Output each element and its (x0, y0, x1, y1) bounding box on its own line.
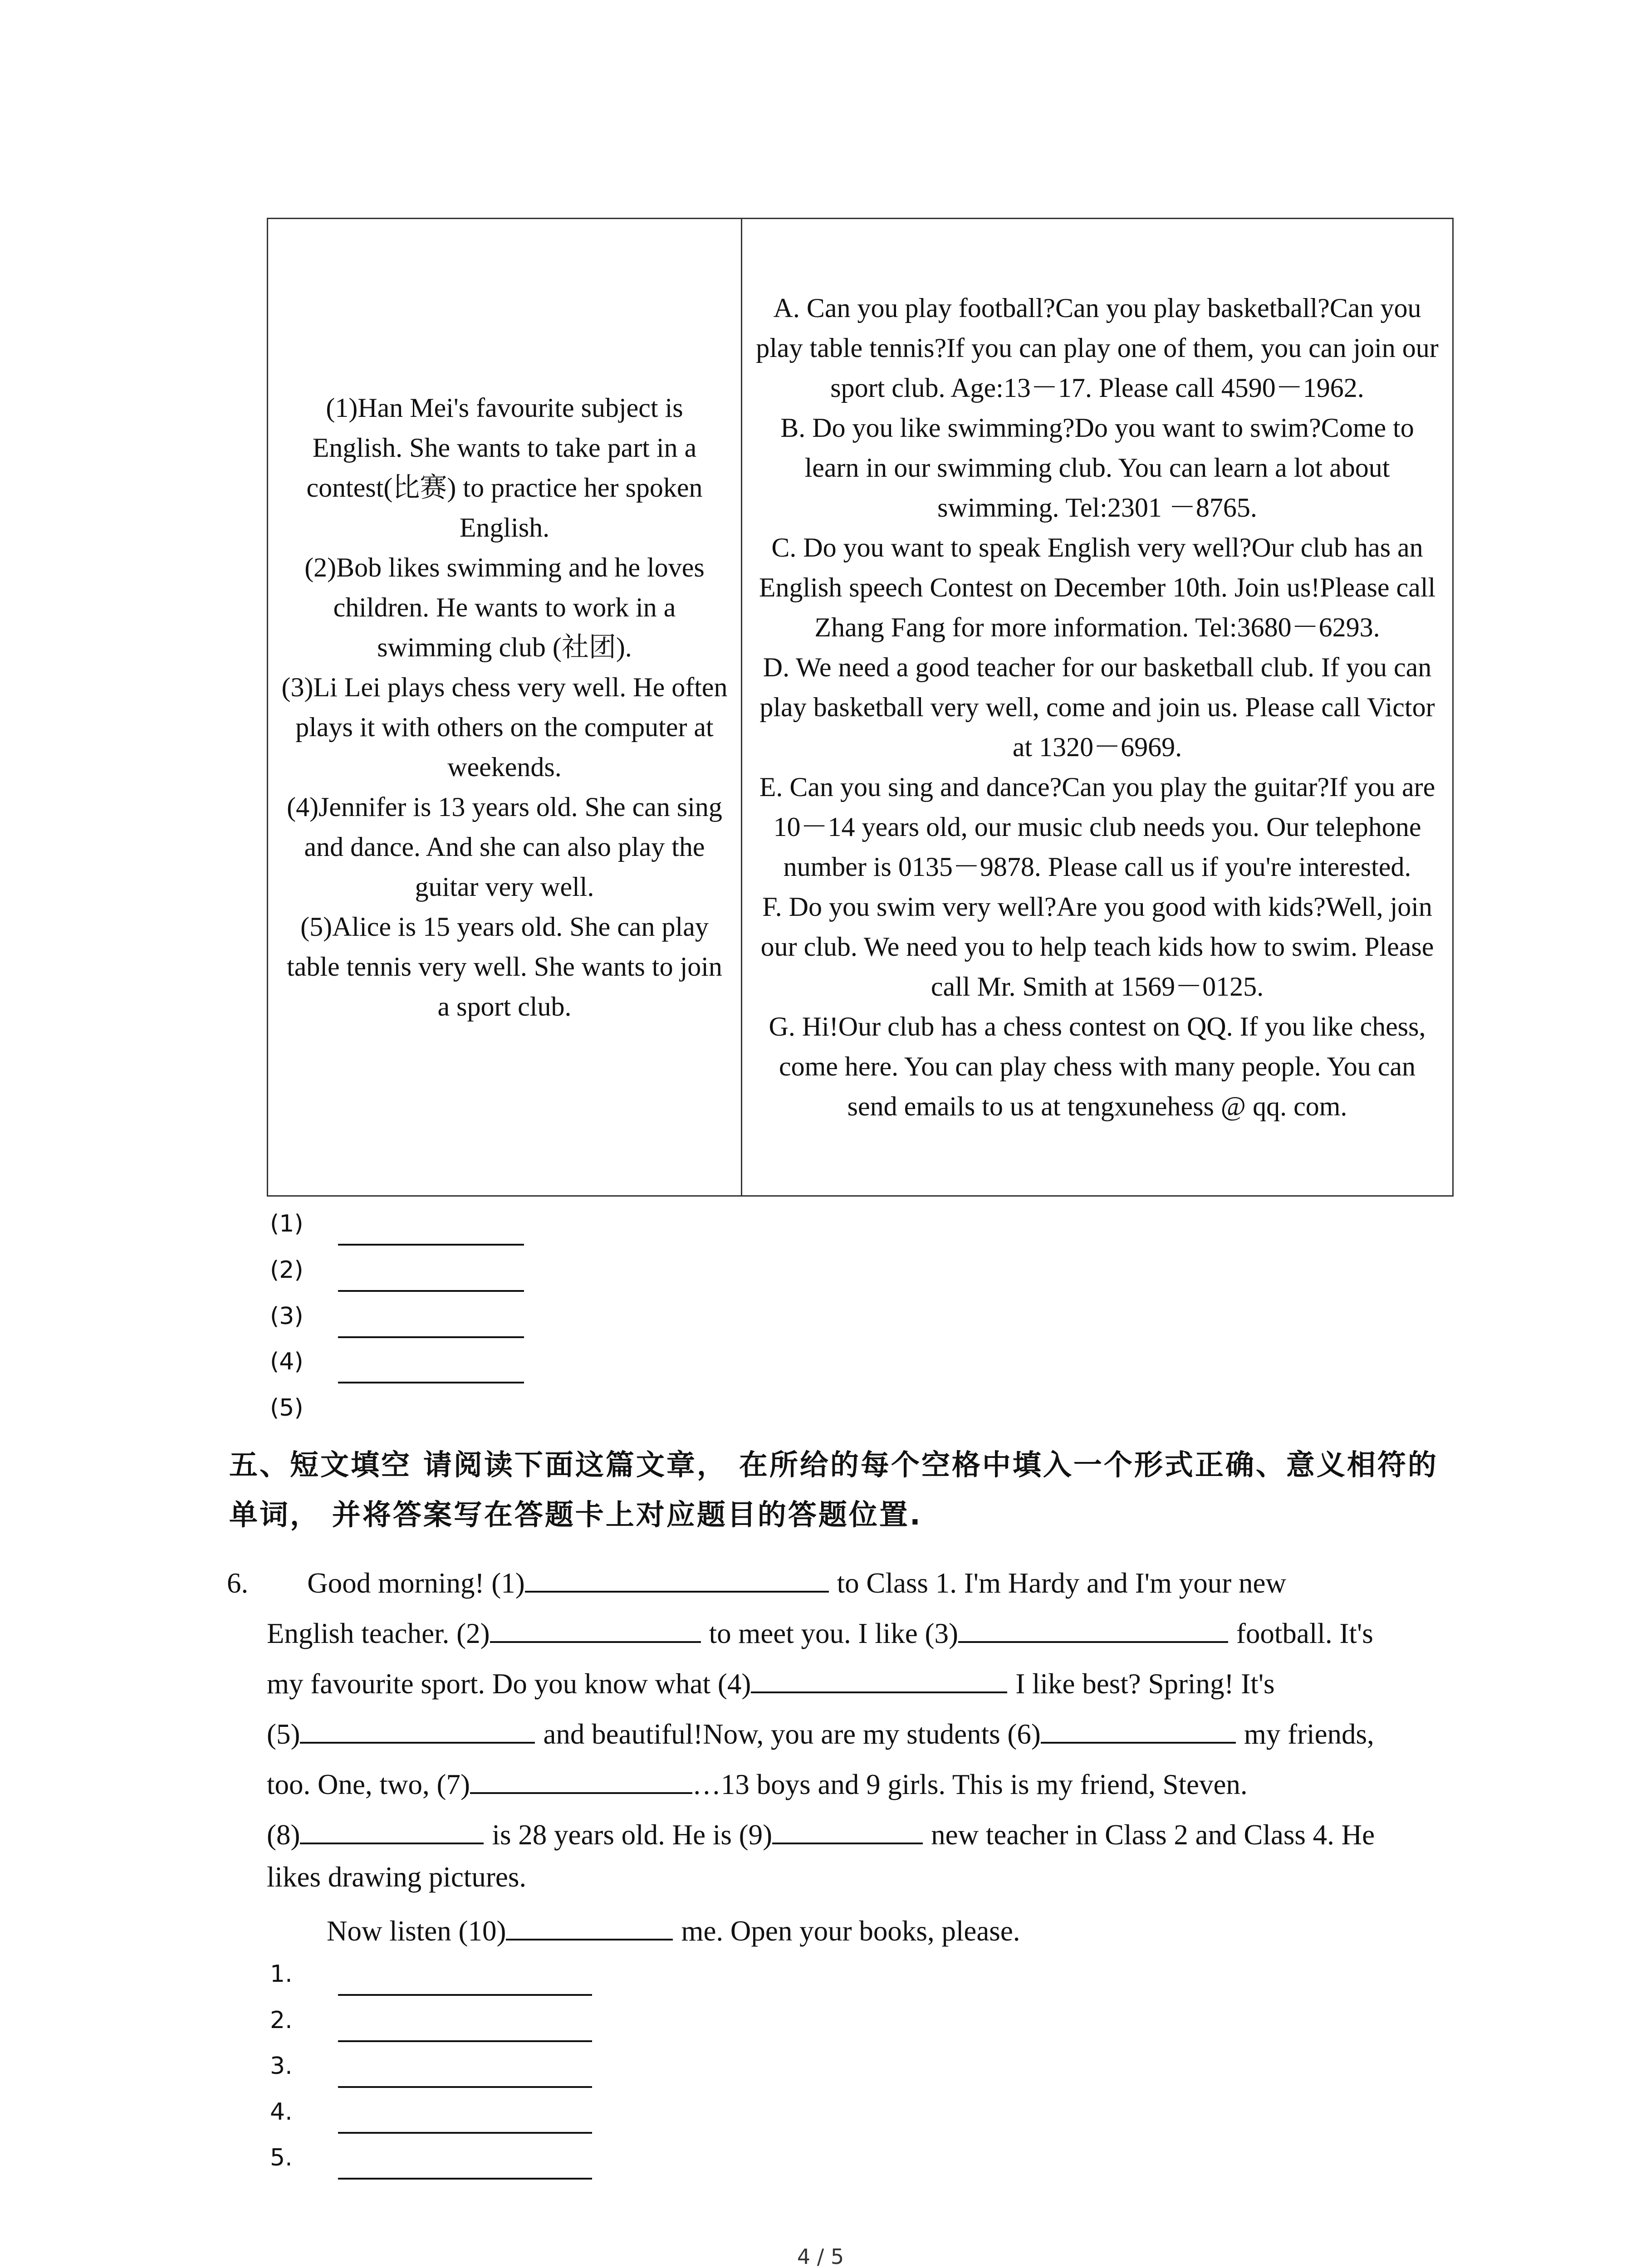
person-description: (4)Jennifer is 13 years old. She can sing and dance. And she can also play the guitar very well. (287, 792, 722, 902)
answer-label: 3. (270, 2053, 293, 2080)
passage-line-6 (267, 1814, 1375, 1852)
answer-label: (2) (270, 1256, 304, 1284)
answer-blank[interactable] (338, 2040, 592, 2042)
passage-line-3 (267, 1663, 1275, 1701)
passage-text: (8) (267, 1819, 300, 1851)
passage-line-1 (227, 1563, 1286, 1600)
club-ad: C. Do you want to speak English very well?Our club has an English speech Contest on December 10th. Join us!Please call Zhang Fang for more information. Tel:3680－6293. (759, 533, 1436, 642)
passage-text: (5) (267, 1718, 300, 1750)
club-ad: B. Do you like swimming?Do you want to swim?Come to learn in our swimming club. You can learn a lot about swimming. Tel:2301 －8765. (780, 413, 1414, 523)
answer-label: (1) (270, 1210, 304, 1237)
passage-text: football. It's (1236, 1618, 1373, 1649)
passage-text: English teacher. (2) (267, 1618, 490, 1649)
passage-text: and beautiful!Now, you are my students (6) (543, 1718, 1041, 1750)
passage-text: Good morning! (1) (307, 1567, 525, 1599)
answer-label: (3) (270, 1303, 304, 1330)
people-column (268, 219, 742, 1195)
passage-text: to meet you. I like (3) (709, 1618, 958, 1649)
passage-text: me. Open your books, please. (681, 1915, 1020, 1947)
passage-line-4 (267, 1714, 1374, 1751)
blank-5[interactable] (300, 1714, 535, 1744)
person-description: (5)Alice is 15 years old. She can play table tennis very well. She wants to join a sport club. (287, 912, 722, 1022)
passage-text: too. One, two, (7) (267, 1769, 470, 1800)
passage-line-7 (267, 1861, 526, 1894)
blank-1[interactable] (525, 1563, 829, 1593)
blank-2[interactable] (490, 1613, 701, 1643)
passage-text: likes drawing pictures. (267, 1861, 527, 1893)
passage-line-2 (267, 1613, 1373, 1650)
passage-line-8 (327, 1911, 1020, 1948)
answer-blank[interactable] (338, 2086, 592, 2088)
passage-text: new teacher in Class 2 and Class 4. He (931, 1819, 1375, 1851)
blank-7[interactable] (470, 1764, 692, 1794)
answer-label: 5. (270, 2144, 293, 2171)
answer-label: (4) (270, 1348, 304, 1375)
passage-text: Now listen (10) (327, 1915, 506, 1947)
question-number: 6. (227, 1567, 249, 1599)
passage-text: to Class 1. I'm Hardy and I'm your new (837, 1567, 1286, 1599)
answer-blank[interactable] (338, 1382, 524, 1383)
answer-label: (5) (270, 1394, 304, 1422)
page-number: 4 / 5 (797, 2244, 844, 2268)
person-description: (3)Li Lei plays chess very well. He often plays it with others on the computer at weekends. (281, 672, 728, 782)
answer-label: 4. (270, 2098, 293, 2126)
blank-10[interactable] (506, 1911, 673, 1941)
club-ad: D. We need a good teacher for our basketball club. If you can play basketball very well, come and join us. Please call Victor at 1320－6969. (759, 652, 1435, 762)
passage-line-5 (267, 1764, 1248, 1801)
answer-blank[interactable] (338, 2132, 592, 2134)
answer-label: 2. (270, 2007, 293, 2034)
passage-text: is 28 years old. He is (9) (492, 1819, 773, 1851)
blank-6[interactable] (1041, 1714, 1236, 1744)
passage-text: my friends, (1244, 1718, 1374, 1750)
answer-blank[interactable] (338, 1244, 524, 1246)
answer-blank[interactable] (338, 1336, 524, 1338)
answer-label: 1. (270, 1960, 293, 1988)
matching-table (267, 218, 1454, 1197)
club-ad: A. Can you play football?Can you play basketball?Can you play table tennis?If you can play one of them, you can join our sport club. Age:13－17. Please call 4590－1962. (756, 293, 1439, 403)
person-description: (1)Han Mei's favourite subject is English. She wants to take part in a contest(比赛) to practice her spoken English. (306, 393, 703, 543)
person-description: (2)Bob likes swimming and he loves children. He wants to work in a swimming club (社团). (304, 552, 705, 662)
passage-text: my favourite sport. Do you know what (4) (267, 1668, 751, 1700)
section-heading: 五、短文填空 请阅读下面这篇文章， 在所给的每个空格中填入一个形式正确、意义相符的单词， 并将答案写在答题卡上对应题目的答题位置. (229, 1448, 1438, 1531)
club-ad: E. Can you sing and dance?Can you play the guitar?If you are 10－14 years old, our music club needs you. Our telephone number is 0135－9878. Please call us if you're interested. (759, 772, 1435, 882)
club-ad: G. Hi!Our club has a chess contest on QQ. If you like chess, come here. You can play chess with many people. You can send emails to us at tengxunehess @ qq. com. (769, 1012, 1426, 1121)
answer-blank[interactable] (338, 1290, 524, 1292)
clubs-column (742, 219, 1452, 1195)
blank-8[interactable] (300, 1814, 484, 1844)
passage-text: …13 boys and 9 girls. This is my friend, Steven. (692, 1769, 1248, 1800)
blank-3[interactable] (958, 1613, 1228, 1643)
blank-4[interactable] (751, 1663, 1007, 1693)
answer-blank[interactable] (338, 2178, 592, 2180)
passage-text: I like best? Spring! It's (1015, 1668, 1275, 1700)
answer-blank[interactable] (338, 1994, 592, 1996)
blank-9[interactable] (772, 1814, 923, 1844)
club-ad: F. Do you swim very well?Are you good with kids?Well, join our club. We need you to help teach kids how to swim. Please call Mr. Smith at 1569－0125. (760, 892, 1434, 1002)
